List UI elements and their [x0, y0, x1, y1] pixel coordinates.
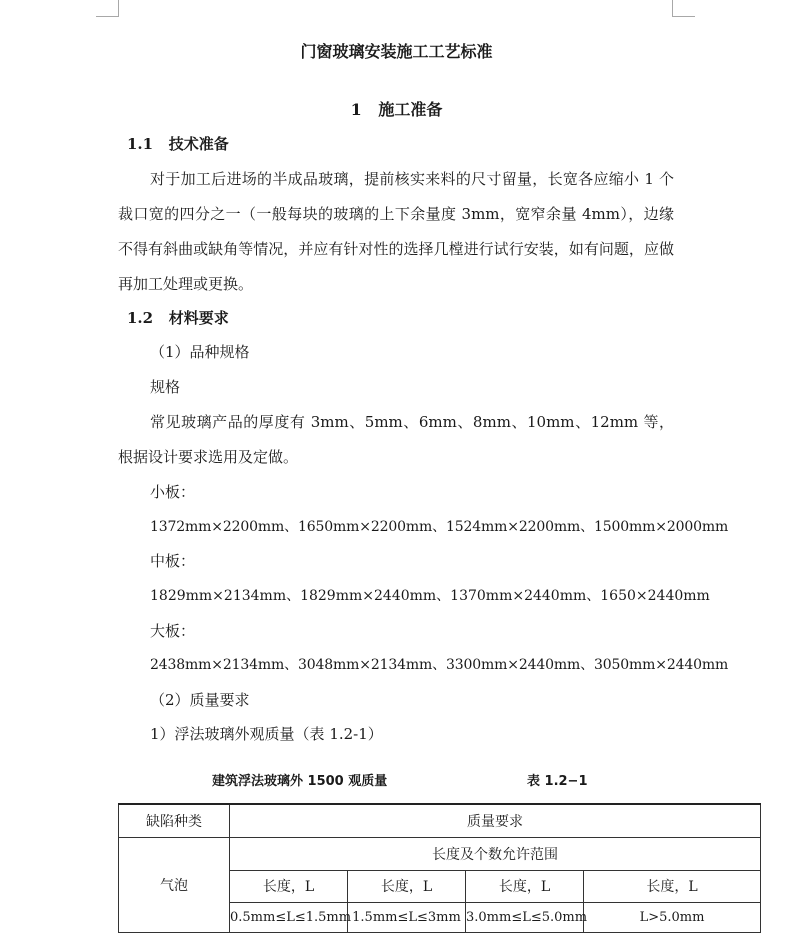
section-number: 1.1	[127, 135, 154, 153]
chapter-heading	[0, 100, 793, 120]
medium-board-sizes: 1829mm×2134mm、1829mm×2440mm、1370mm×2440mm、1650×2440mm	[150, 588, 710, 604]
large-board-sizes: 2438mm×2134mm、3048mm×2134mm、3300mm×2440mm、3050mm×2440mm	[150, 657, 729, 673]
section-1-1-heading	[127, 134, 229, 154]
large-board-label: 大板：	[150, 622, 196, 640]
section-1-2-heading	[127, 308, 229, 328]
quality-table	[118, 803, 761, 933]
medium-board-label: 中板：	[150, 552, 196, 570]
small-board-sizes: 1372mm×2200mm、1650mm×2200mm、1524mm×2200mm、1500mm×2000mm	[150, 519, 729, 535]
length-range: L>5.0mm	[584, 902, 761, 932]
length-range: 0.5mm≤L≤1.5mm	[230, 902, 348, 932]
table-number: 表 1.2−1	[527, 774, 588, 789]
crop-mark-top-right	[672, 0, 695, 17]
item-float-glass: 1）浮法玻璃外观质量（表 1.2-1）	[150, 725, 383, 743]
sub-header-length-count: 长度及个数允许范围	[230, 837, 761, 870]
length-label: 长度，L	[466, 870, 584, 902]
item-quality-req: （2）质量要求	[150, 691, 250, 709]
table-header-row	[119, 804, 761, 837]
small-board-label: 小板：	[150, 483, 196, 501]
section-number: 1.2	[127, 309, 154, 327]
length-range: 1.5mm≤L≤3mm	[348, 902, 466, 932]
paragraph-thickness: 常见玻璃产品的厚度有 3mm、5mm、6mm、8mm、10mm、12mm 等，根据设计要求选用及定做。	[118, 413, 674, 466]
document-title: 门窗玻璃安装施工工艺标准	[300, 42, 493, 61]
chapter-number: 1	[350, 100, 362, 119]
defect-bubble: 气泡	[119, 837, 230, 932]
crop-mark-top-left	[96, 0, 119, 17]
item-variety-spec: （1）品种规格	[150, 343, 250, 361]
header-quality-req: 质量要求	[230, 804, 761, 837]
section-title: 技术准备	[168, 135, 229, 153]
spec-label: 规格	[150, 378, 181, 396]
chapter-title: 施工准备	[378, 100, 443, 119]
length-label: 长度，L	[584, 870, 761, 902]
table-caption: 建筑浮法玻璃外 1500 观质量	[212, 774, 388, 789]
length-label: 长度，L	[348, 870, 466, 902]
table-row	[119, 837, 761, 870]
length-range: 3.0mm≤L≤5.0mm	[466, 902, 584, 932]
header-defect-type: 缺陷种类	[119, 804, 230, 837]
paragraph-technical-prep: 对于加工后进场的半成品玻璃，提前核实来料的尺寸留量，长宽各应缩小 1 个裁口宽的四分之一（一般每块的玻璃的上下余量度 3mm，宽窄余量 4mm），边缘不得有斜曲或缺角等情况，并应有针对性的选择几樘进行试行安装，如有问题，应做再加工处理或更换。	[118, 170, 674, 293]
length-label: 长度，L	[230, 870, 348, 902]
section-title: 材料要求	[168, 309, 229, 327]
